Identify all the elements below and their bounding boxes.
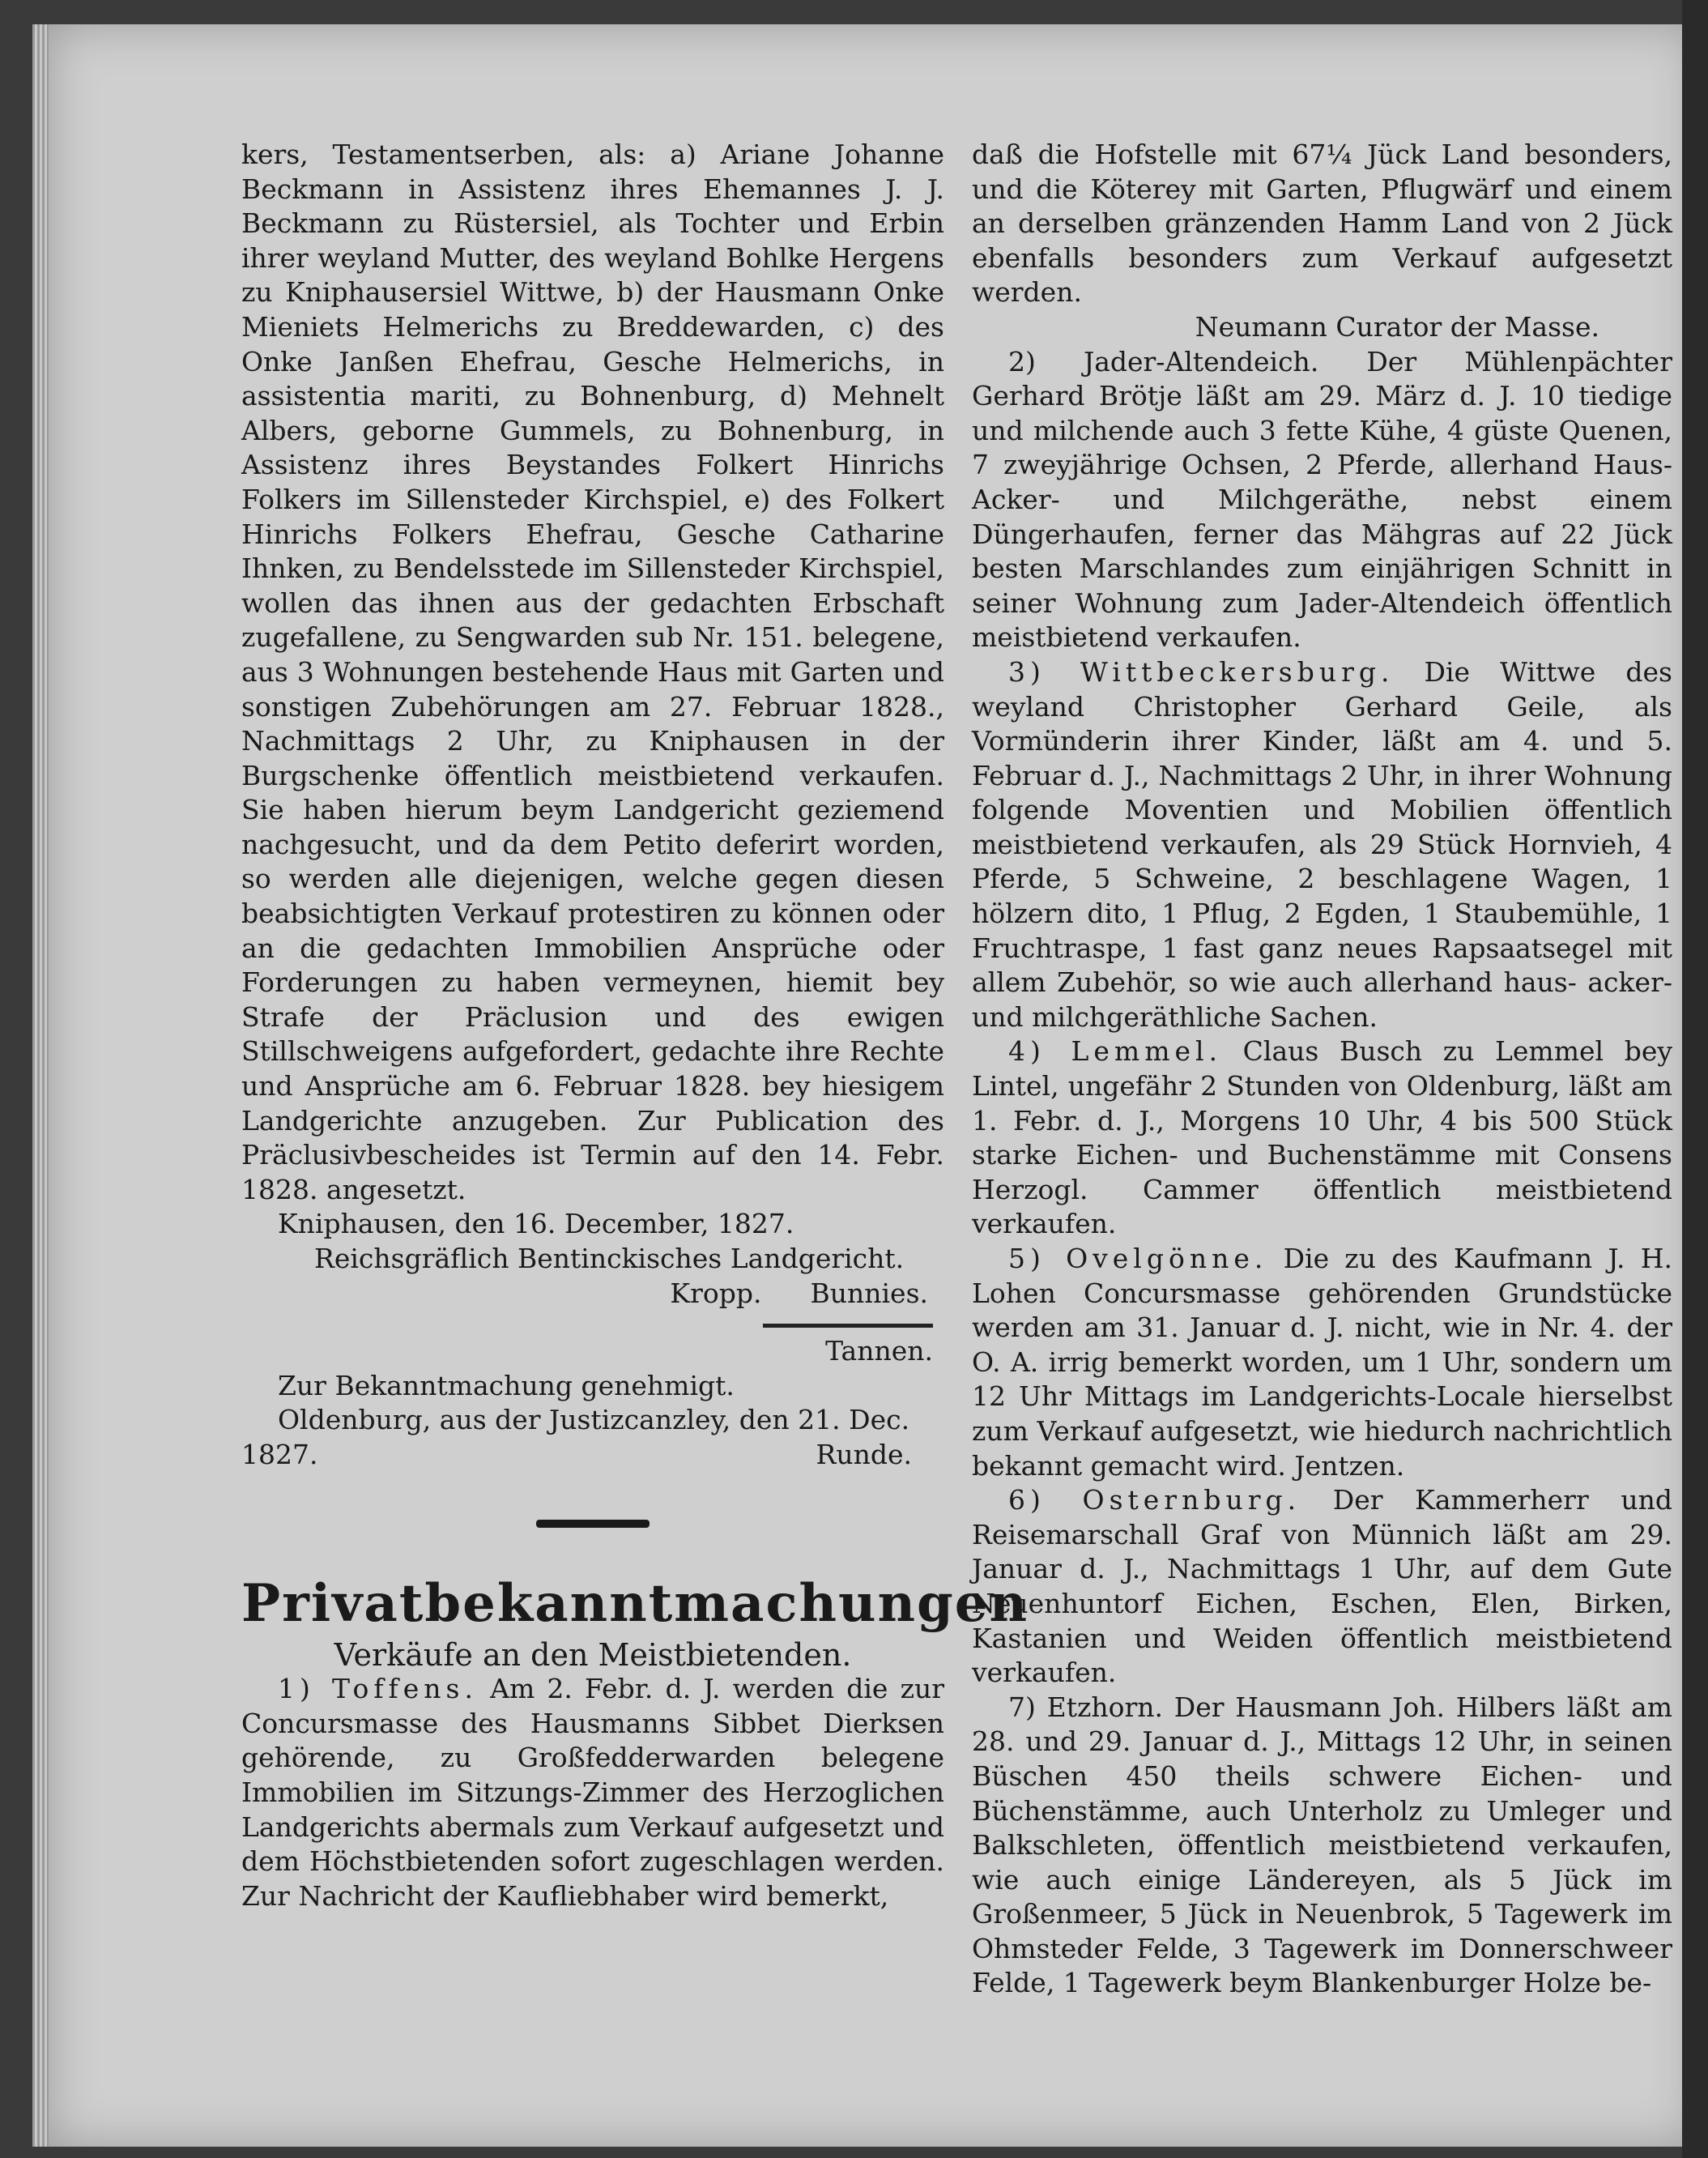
- notice-item-5: [972, 1242, 1672, 1483]
- approval-line: Zur Bekanntmachung genehmigt.: [278, 1369, 735, 1401]
- item-1-continuation: daß die Hofstelle mit 67¼ Jück Land besonders, und die Köterey mit Garten, Pflugwärf und einem an derselben gränzenden Hamm Land von 2 Jück ebenfalls besonders zum Verkauf aufgesetzt werden.: [972, 139, 1672, 309]
- item-6-heading: 6) Osternburg.: [1008, 1484, 1301, 1516]
- signature-name-kropp: Kropp.: [670, 1277, 762, 1309]
- item-4-text: Claus Busch zu Lemmel bey Lintel, ungefähr 2 Stunden von Oldenburg, läßt am 1. Febr. d. J., Morgens 10 Uhr, 4 bis 500 Stück starke Eichen- und Buchenstämme mit Consens Herzogl. Cammer öffentlich meistbietend verkaufen.: [972, 1035, 1672, 1240]
- item-5-text: Die zu des Kaufmann J. H. Lohen Concursmasse gehörenden Grundstücke werden am 31. Januar d. J. nicht, wie in Nr. 4. der O. A. irrig bemerkt worden, um 1 Uhr, sondern um 12 Uhr Mittags im Landgerichts-Locale hierselbst zum Verkauf aufgesetzt, wie hiedurch nachrichtlich bekannt gemacht wird. Jentzen.: [972, 1243, 1672, 1482]
- signature-place-date: Kniphausen, den 16. December, 1827.: [278, 1208, 794, 1240]
- signature-names: [241, 1277, 944, 1311]
- signature-name-tannen: Tannen.: [825, 1335, 933, 1367]
- item-1-heading: 1) Toffens.: [278, 1673, 478, 1705]
- approval-name: Runde.: [816, 1438, 912, 1470]
- item-3-heading: 3) Wittbeckersburg.: [1008, 655, 1395, 688]
- item-2-text: Der Mühlenpächter Gerhard Brötje läßt am 29. März d. J. 10 tiedige und milchende auch 3 fette Kühe, 4 güste Quenen, 7 zweyjährige Ochsen, 2 Pferde, allerhand Haus- Acker- und Milchgeräthe, nebst einem Düngerhaufen, ferner das Mähgras auf 22 Jück besten Marschlandes zum einjährigen Schnitt in seiner Wohnung zum Jader-Altendeich öffentlich meistbietend verkaufen.: [972, 345, 1672, 654]
- scan-border: [1682, 0, 1708, 2158]
- item-6-text: Der Kammerherr und Reisemarschall Graf von Münnich läßt am 29. Januar d. J., Nachmittags 1 Uhr, auf dem Gute Neuenhuntorf Eichen, Eschen, Elen, Birken, Kastanien und Weiden öffentlich meistbietend verkaufen.: [972, 1484, 1673, 1689]
- approval-year: 1827.: [241, 1438, 318, 1470]
- notice-item-6: [972, 1483, 1672, 1691]
- notice-item-2: [972, 345, 1672, 655]
- item-4-heading: 4) Lemmel.: [1008, 1035, 1223, 1068]
- notice-item-3: [972, 655, 1672, 1035]
- approval-place: Oldenburg, aus der Justizcanzley, den 21. Dec.: [278, 1404, 910, 1436]
- section-divider: [536, 1520, 650, 1528]
- left-column: [241, 138, 1029, 1913]
- notice-item-1: [241, 1672, 944, 1913]
- item-7-heading: 7) Etzhorn.: [1008, 1691, 1163, 1723]
- section-subtitle: Verkäufe an den Meistbietenden.: [334, 1636, 852, 1673]
- item-3-text: Die Wittwe des weyland Christopher Gerhard Geile, als Vormünderin ihrer Kinder, läßt am 4. und 5. Februar d. J., Nachmittags 2 Uhr, in ihrer Wohnung folgende Moventien und Mobilien öffentlich meistbietend verkaufen, als 29 Stück Hornvieh, 4 Pferde, 5 Schweine, 2 beschlagene Wagen, 1 hölzern dito, 1 Pflug, 2 Egden, 1 Staubemühle, 1 Fruchtraspe, 1 fast ganz neues Rapsaatsegel mit allem Zubehör, so wie auch allerhand haus- acker- und milchgeräthliche Sachen.: [972, 655, 1672, 1033]
- section-title: Privatbekanntmachungen: [241, 1572, 1029, 1634]
- approval-signature: [241, 1438, 944, 1473]
- item-5-heading: 5) Ovelgönne.: [1008, 1243, 1268, 1274]
- signature-court: Reichsgräflich Bentinckisches Landgericht.: [314, 1243, 905, 1274]
- signature-name-bunnies: Bunnies.: [810, 1277, 928, 1309]
- signature-rule: [763, 1324, 933, 1328]
- item-1-signature: Neumann Curator der Masse.: [1195, 310, 1599, 343]
- item-7-text: Der Hausmann Joh. Hilbers läßt am 28. und 29. Januar d. J., Mittags 12 Uhr, in seinen Büschen 450 theils schwere Eichen- und Büchenstämme, auch Unterholz zu Umleger und Balkschleten, öffentlich meistbietend verkaufen, wie auch einige Ländereyen, als 5 Jück im Großenmeer, 5 Jück in Neuenbrok, 5 Tagewerk im Ohmsteder Felde, 3 Tagewerk im Donnerschweer Felde, 1 Tagewerk beym Blankenburger Holze be-: [972, 1691, 1672, 1999]
- item-1-text: Am 2. Febr. d. J. werden die zur Concursmasse des Hausmanns Sibbet Dierksen gehörende, zu Großfedderwarden belegene Immobilien im Sitzungs-Zimmer des Herzoglichen Landgerichts abermals zum Verkauf aufgesetzt und dem Höchstbietenden sofort zugeschlagen werden. Zur Nachricht der Kaufliebhaber wird bemerkt,: [241, 1673, 945, 1912]
- right-column: [972, 138, 1672, 2001]
- item-2-heading: 2) Jader-Altendeich.: [1008, 345, 1319, 377]
- notice-item-7: [972, 1691, 1672, 2001]
- notice-item-4: [972, 1034, 1672, 1242]
- notice-continuation: kers, Testamentserben, als: a) Ariane Johanne Beckmann in Assistenz ihres Ehemannes J. J. Beckmann zu Rüstersiel, als Tochter und Erbin ihrer weyland Mutter, des weyland Bohlke Hergens zu Kniphausersiel Wittwe, b) der Hausmann Onke Mieniets Helmerichs zu Breddewarden, c) des Onke Janßen Ehefrau, Gesche Helmerichs, in assistentia mariti, zu Bohnenburg, d) Mehnelt Albers, geborne Gummels, zu Bohnenburg, in Assistenz ihres Beystandes Folkert Hinrichs Folkers im Sillensteder Kirchspiel, e) des Folkert Hinrichs Folkers Ehefrau, Gesche Catharine Ihnken, zu Bendelsstede im Sillensteder Kirchspiel, wollen das ihnen aus der gedachten Erbschaft zugefallene, zu Sengwarden sub Nr. 151. belegene, aus 3 Wohnungen bestehende Haus mit Garten und sonstigen Zubehörungen am 27. Februar 1828., Nachmittags 2 Uhr, zu Kniphausen in der Burgschenke öffentlich meistbietend verkaufen. Sie haben hierum beym Landgericht geziemend nachgesucht, und da dem Petito deferirt worden, so werden alle diejenigen, welche gegen diesen beabsichtigten Verkauf protestiren zu können oder an die gedachten Immobilien Ansprüche oder Forderungen zu haben vermeynen, hiemit bey Strafe der Präclusion und des ewigen Stillschweigens aufgefordert, gedachte ihre Rechte und Ansprüche am 6. Februar 1828. bey hiesigem Landgerichte anzugeben. Zur Publication des Präclusivbescheides ist Termin auf den 14. Febr. 1828. angesetzt.: [241, 139, 944, 1205]
